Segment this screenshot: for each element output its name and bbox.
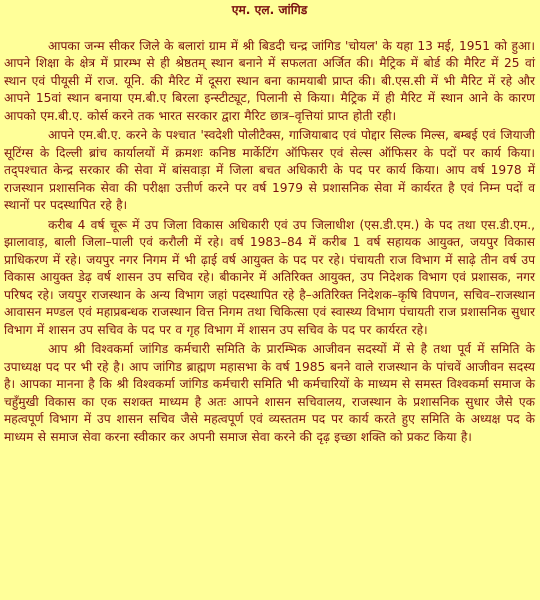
paragraph-career-start: आपने एम.बी.ए. करने के पश्चात 'स्वदेशी पोलीटैक्स, गाजियाबाद एवं पोद्दार सिल्क मिल्स, बम्बई एवं जियाजी सूटिंग्स के दिल्ली ब्रांच कार्यालयों में क्रमशः कनिष्ठ मार्केटिंग ऑफिसर एवं सेल्स ऑफिसर के पदों पर कार्य किया। तद्‌पश्चात केन्द्र सरकार की सेवा में बांसवाड़ा में जिला बचत अधिकारी के पद पर कार्य किया। आप वर्ष 1978 में राजस्थान प्रशासनिक सेवा की परीक्षा उत्तीर्ण करने पर वर्ष 1979 से प्रशासनिक सेवा में कार्यरत है एवं निम्न पदों व स्थानों पर पदस्थापित रहे है। xyxy=(4,128,535,212)
document-title: एम. एल. जांगिड xyxy=(231,3,308,17)
paragraph-postings: करीब 4 वर्ष चूरू में उप जिला विकास अधिकारी एवं उप जिलाधीश (एस.डी.एम.) के पद तथा एस.डी.एम., झालावाड़, बाली जिला–पाली एवं करौली में रहे। वर्ष 1983–84 में करीब 1 वर्ष सहायक आयुक्त, जयपुर विकास प्राधिकरण में रहे। जयपुर नगर निगम में भी ढ़ाई वर्ष आयुक्त के पद पर रहे। पंचायती राज विभाग में साढ़े तीन वर्ष उप विकास आयुक्त डेढ़ वर्ष शासन उप सचिव रहे। बीकानेर में अतिरिक्त आयुक्त, उप निदेशक विभाग एवं प्रशासक, नगर परिषद रहे। जयपुर राजस्थान के अन्य विभाग जहां पदस्थापित रहे है–अतिरिक्त निदेशक–कृषि विपणन, सचिव–राजस्थान आवासन मण्डल एवं महाप्रबन्धक राजस्थान वित्त निगम तथा चिकित्सा एवं स्वास्थ्य विभाग पंचायती राज प्रशासनिक सुधार विभाग में शासन उप सचिव के पद पर व गृह विभाग में शासन उप सचिव के पद पर कार्यरत रहे। xyxy=(4,217,535,337)
paragraph-community-service: आप श्री विश्वकर्मा जांगिड कर्मचारी समिति के प्रारम्भिक आजीवन सदस्यों में से है तथा पूर्व में समिति के उपाध्यक्ष पद पर भी रहे है। आप जांगिड ब्राह्मण महासभा के वर्ष 1985 बनने वाले राजस्थान के पांचवें आजीवन सदस्य है। आपका मानना है कि श्री विश्वकर्मा जांगिड कर्मचारी समिति भी कर्मचारियों के माध्यम से समस्त विश्वकर्मा समाज के चहुँमुखी विकास का एक सशक्त माध्यम है अतः आपने शासन सचिवालय, राजस्थान के प्रशासनिक सुधार जैसे एक महत्वपूर्ण विभाग में उप शासन सचिव जैसे महत्वपूर्ण एवं व्यस्ततम पद पर कार्य करते हुए समिति के अध्यक्ष पद के माध्यम से समाज सेवा करना स्वीकार कर अपनी समाज सेवा करने की दृढ़ इच्छा शक्ति को प्रकट किया है। xyxy=(4,342,535,444)
paragraph-birth-education: आपका जन्म सीकर जिले के बलारां ग्राम में श्री बिडदी चन्द्र जांगिड 'चोयल' के यहा 13 मई, 1951 को हुआ। आपने शिक्षा के क्षेत्र में प्रारम्भ से ही श्रेष्ठतम् स्थान बनाने में सफलता अर्जित की। मैट्रिक में बोर्ड की मैरिट में 25 वां स्थान एवं पीयूसी में राज. यूनि. की मैरिट में दूसरा स्थान बना कामयाबी प्राप्त की। बी.एस.सी में भी मैरिट में रहे और आपने 15वां स्थान बनाया एम.बी.ए बिरला इन्स्टीट्यूट, पिलानी से किया। मैट्रिक में ही मैरिट में स्थान आने के कारण आपको एम.बी.ए. कोर्स करने तक भारत सरकार द्वारा मैरिट छात्र–वृत्तियां प्राप्त होती रही। xyxy=(4,38,535,123)
